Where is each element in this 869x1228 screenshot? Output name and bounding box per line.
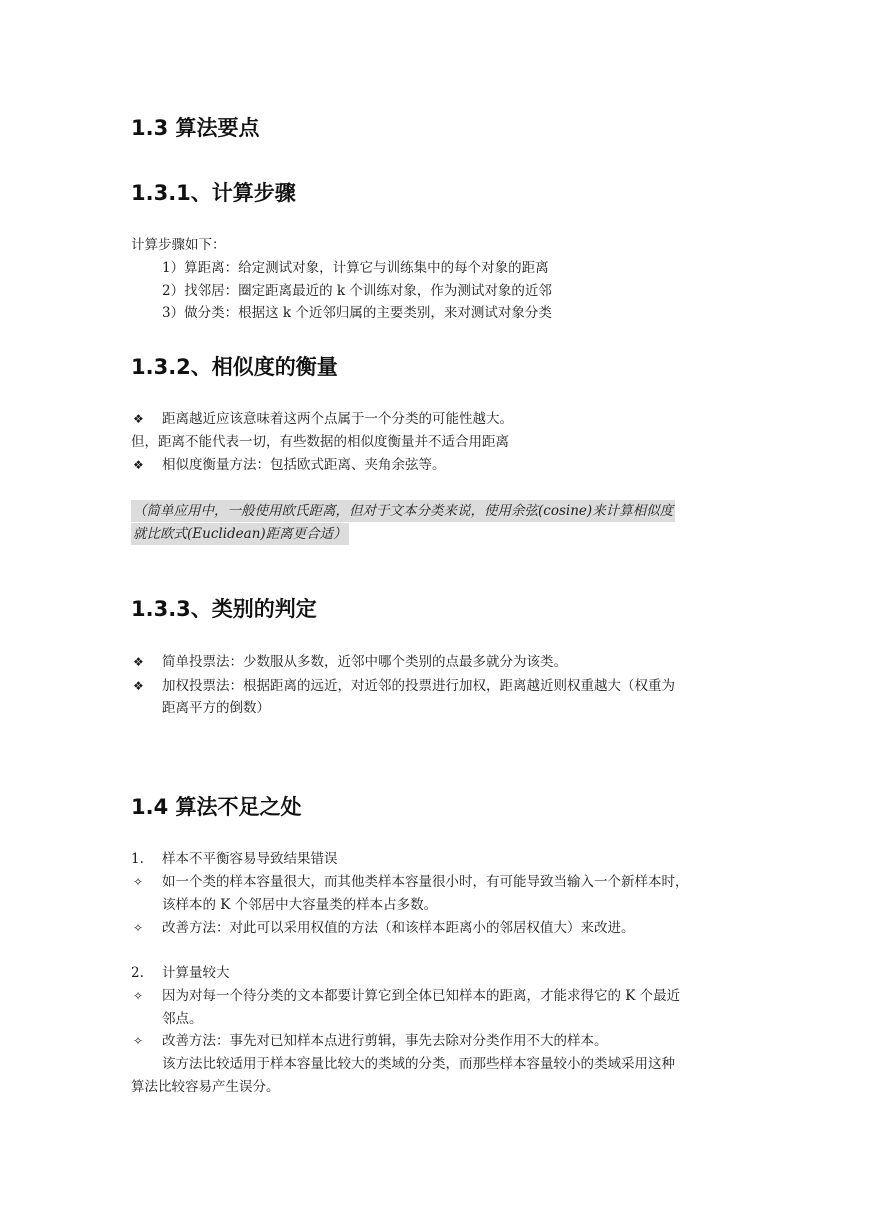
drawback-2-sub-1-line-2: 邻点。: [162, 1011, 203, 1027]
drawback-1-sub-1-line-2: 该样本的 K 个邻居中大容量类的样本占多数。: [162, 897, 438, 913]
similarity-note-line-2: 就比欧式(Euclidean)距离更合适）: [131, 523, 349, 545]
hollow-star-bullet-icon: ✧: [133, 989, 144, 1003]
section-1-3-3-heading: 1.3.3、类别的判定: [131, 597, 317, 621]
diamond-bullet-icon: ❖: [133, 655, 144, 669]
drawback-2-sub-1-line-1: 因为对每一个待分类的文本都要计算它到全体已知样本的距离，才能求得它的 K 个最近: [162, 988, 681, 1004]
section-1-3-1-heading: 1.3.1、计算步骤: [131, 181, 296, 205]
list-number-1: 1.: [131, 851, 144, 867]
list-number-2: 2.: [131, 965, 144, 981]
section-1-4-heading: 1.4 算法不足之处: [131, 795, 302, 819]
voting-bullet-2-line-1: 加权投票法：根据距离的远近，对近邻的投票进行加权，距离越近则权重越大（权重为: [162, 678, 675, 694]
diamond-bullet-icon: ❖: [133, 679, 144, 693]
drawback-2-title: 计算量较大: [162, 965, 230, 981]
similarity-bullet-1: 距离越近应该意味着这两个点属于一个分类的可能性越大。: [162, 411, 513, 427]
drawback-1-title: 样本不平衡容易导致结果错误: [162, 851, 338, 867]
similarity-plain-text: 但，距离不能代表一切，有些数据的相似度衡量并不适合用距离: [131, 434, 509, 450]
hollow-star-bullet-icon: ✧: [133, 921, 144, 935]
voting-bullet-1: 简单投票法：少数服从多数，近邻中哪个类别的点最多就分为该类。: [162, 654, 567, 670]
steps-intro: 计算步骤如下：: [131, 237, 226, 253]
section-1-3-2-heading: 1.3.2、相似度的衡量: [131, 355, 338, 379]
similarity-bullet-2: 相似度衡量方法：包括欧式距离、夹角余弦等。: [162, 457, 446, 473]
section-1-3-heading: 1.3 算法要点: [131, 116, 260, 140]
drawback-2-sub-2: 改善方法：事先对已知样本点进行剪辑，事先去除对分类作用不大的样本。: [162, 1033, 608, 1049]
step-3: 3）做分类：根据这 k 个近邻归属的主要类别，来对测试对象分类: [162, 305, 552, 321]
step-2: 2）找邻居：圈定距离最近的 k 个训练对象，作为测试对象的近邻: [162, 283, 552, 299]
similarity-note-line-1: （简单应用中，一般使用欧氏距离，但对于文本分类来说，使用余弦(cosine)来计算相似度: [131, 500, 675, 522]
drawback-1-sub-1-line-1: 如一个类的样本容量很大，而其他类样本容量很小时，有可能导致当输入一个新样本时，: [162, 874, 689, 890]
drawback-1-sub-2: 改善方法：对此可以采用权值的方法（和该样本距离小的邻居权值大）来改进。: [162, 920, 635, 936]
diamond-bullet-icon: ❖: [133, 412, 144, 426]
diamond-bullet-icon: ❖: [133, 458, 144, 472]
hollow-star-bullet-icon: ✧: [133, 1034, 144, 1048]
drawback-2-paragraph-line-2: 算法比较容易产生误分。: [131, 1079, 280, 1095]
voting-bullet-2-line-2: 距离平方的倒数）: [162, 700, 270, 716]
drawback-2-paragraph-line-1: 该方法比较适用于样本容量比较大的类域的分类，而那些样本容量较小的类域采用这种: [162, 1056, 675, 1072]
step-1: 1）算距离：给定测试对象，计算它与训练集中的每个对象的距离: [162, 260, 549, 276]
hollow-star-bullet-icon: ✧: [133, 875, 144, 889]
